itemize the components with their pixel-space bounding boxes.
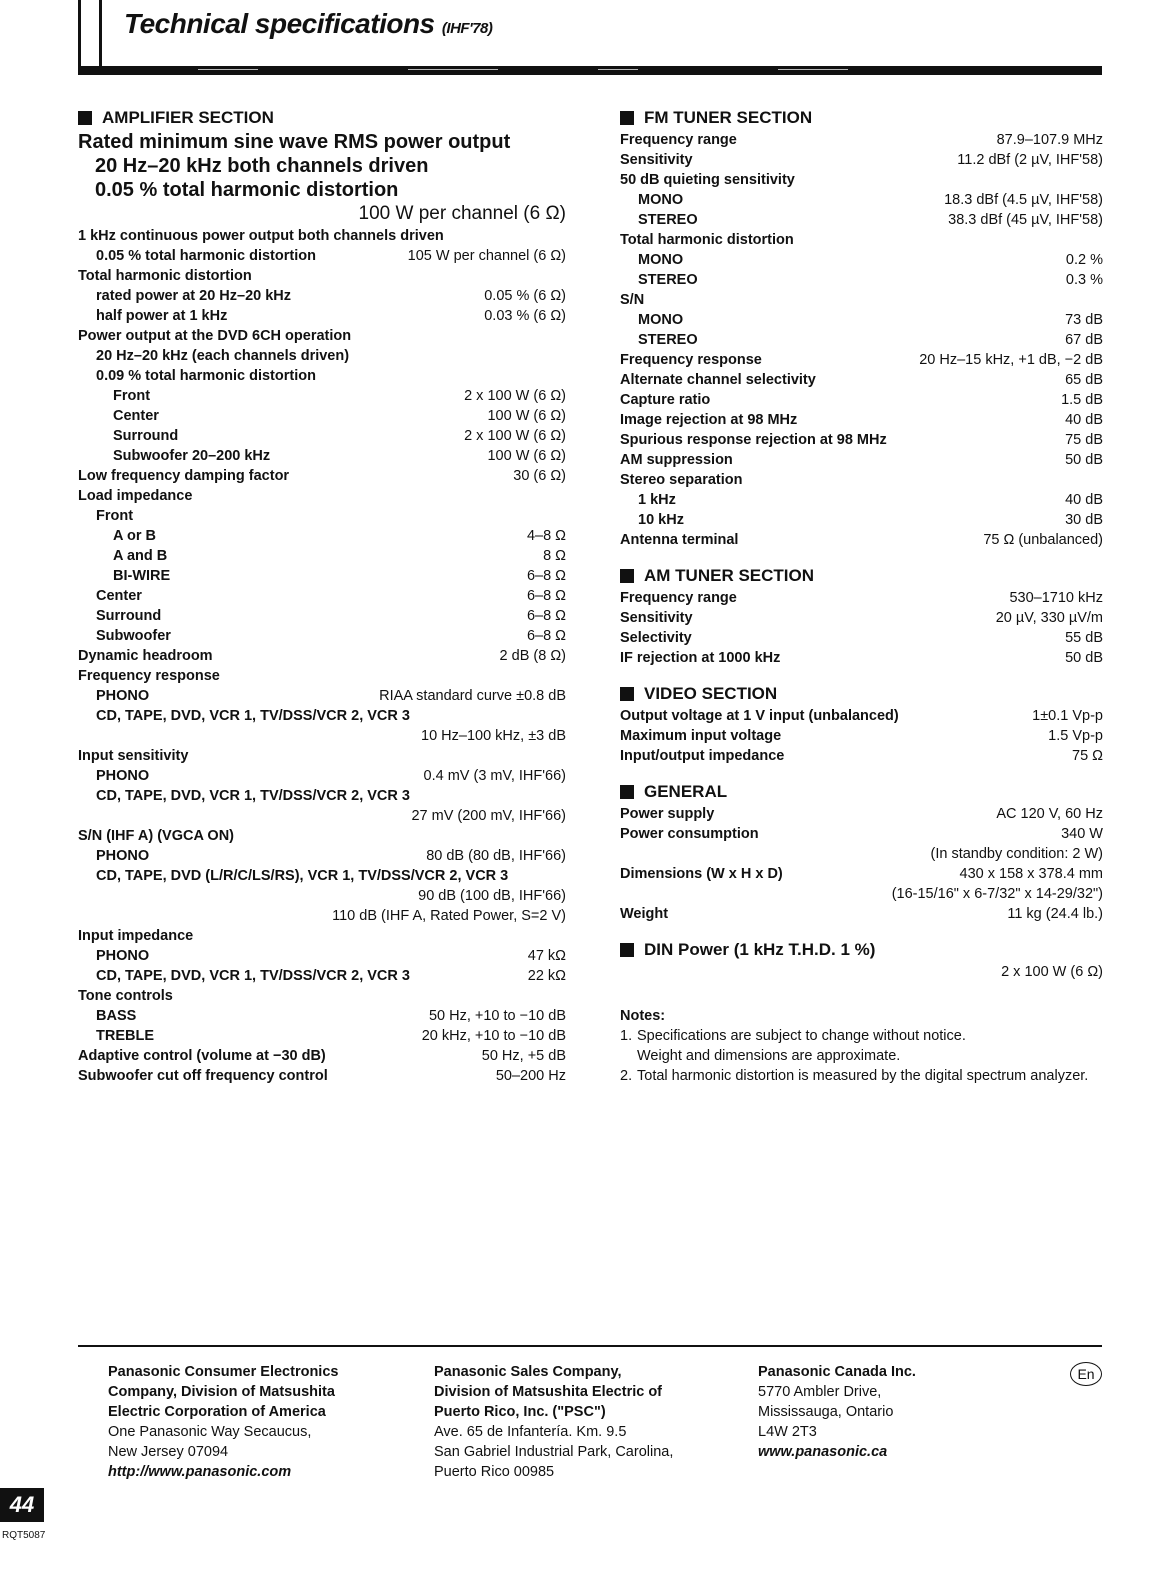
spec-label: Input impedance	[78, 928, 194, 944]
spec-row	[620, 210, 1103, 230]
spec-label: Subwoofer cut off frequency control	[78, 1068, 328, 1084]
spec-label: STEREO	[638, 332, 698, 348]
spec-row	[78, 666, 566, 686]
spec-value: 6–8 Ω	[526, 628, 566, 644]
spec-label: Dynamic headroom	[78, 648, 213, 664]
spec-value: 2 x 100 W (6 Ω)	[464, 388, 566, 404]
spec-value: 0.4 mV (3 mV, IHF'66)	[423, 768, 566, 784]
spec-value: 20 kHz, +10 to −10 dB	[421, 1028, 566, 1044]
spec-row	[620, 270, 1103, 290]
spec-row	[78, 826, 566, 846]
spec-label: CD, TAPE, DVD, VCR 1, TV/DSS/VCR 2, VCR 3	[96, 708, 410, 724]
spec-row	[78, 346, 566, 366]
fm-heading: FM TUNER SECTION	[620, 106, 1103, 130]
spec-value: 430 x 158 x 378.4 mm	[959, 866, 1103, 882]
spec-label: Image rejection at 98 MHz	[620, 412, 798, 428]
spec-label: A and B	[113, 548, 168, 564]
spec-row	[78, 546, 566, 566]
general-heading: GENERAL	[620, 780, 1103, 804]
spec-label: 50 dB quieting sensitivity	[620, 172, 795, 188]
spec-label: S/N (IHF A) (VGCA ON)	[78, 828, 234, 844]
spec-label: Weight	[620, 906, 669, 922]
spec-label: Alternate channel selectivity	[620, 372, 816, 388]
spec-row	[78, 246, 566, 266]
spec-row	[620, 588, 1103, 608]
spec-row	[620, 490, 1103, 510]
header-rule-right	[99, 0, 102, 74]
spec-label: AM suppression	[620, 452, 733, 468]
spec-label: Sensitivity	[620, 152, 693, 168]
spec-value: 100 W (6 Ω)	[487, 408, 566, 424]
square-bullet-icon	[620, 111, 634, 125]
spec-label: Spurious response rejection at 98 MHz	[620, 432, 887, 448]
spec-row	[620, 824, 1103, 844]
spec-label: Antenna terminal	[620, 532, 739, 548]
spec-value-line: 27 mV (200 mV, IHF'66)	[411, 808, 566, 824]
spec-label: Frequency response	[78, 668, 220, 684]
spec-value: 50 dB	[1065, 452, 1103, 468]
spec-row	[620, 130, 1103, 150]
spec-label: CD, TAPE, DVD (L/R/C/LS/RS), VCR 1, TV/DSS/VCR 2, VCR 3	[96, 868, 509, 884]
spec-row	[78, 946, 566, 966]
spec-value: 1±0.1 Vp-p	[1032, 708, 1103, 724]
spec-label: Power supply	[620, 806, 715, 822]
spec-label: S/N	[620, 292, 645, 308]
spec-label: 0.09 % total harmonic distortion	[96, 368, 316, 384]
spec-value: 67 dB	[1065, 332, 1103, 348]
spec-value: 1.5 Vp-p	[1048, 728, 1103, 744]
language-badge: En	[1070, 1362, 1102, 1386]
spec-row	[620, 190, 1103, 210]
square-bullet-icon	[620, 785, 634, 799]
video-spec-list	[620, 706, 1103, 766]
spec-row	[78, 586, 566, 606]
spec-row	[78, 626, 566, 646]
spec-label: Power output at the DVD 6CH operation	[78, 328, 352, 344]
spec-row	[78, 526, 566, 546]
spec-label: CD, TAPE, DVD, VCR 1, TV/DSS/VCR 2, VCR 3	[96, 968, 410, 984]
spec-row	[620, 330, 1103, 350]
spec-label: Low frequency damping factor	[78, 468, 290, 484]
spec-label: 0.05 % total harmonic distortion	[96, 248, 316, 264]
spec-row	[78, 406, 566, 426]
spec-row	[620, 726, 1103, 746]
spec-value: 73 dB	[1065, 312, 1103, 328]
spec-label: 20 Hz–20 kHz (each channels driven)	[96, 348, 350, 364]
spec-value: 100 W (6 Ω)	[487, 448, 566, 464]
spec-value: 47 kΩ	[527, 948, 566, 964]
spec-value: 18.3 dBf (4.5 µV, IHF'58)	[944, 192, 1103, 208]
footer-address-usa: Panasonic Consumer Electronics Company, Division of Matsushita Electric Corporation of America One Panasonic Way Secaucus, New Jersey 07094 http://www.panasonic.com	[108, 1364, 339, 1480]
spec-value: 65 dB	[1065, 372, 1103, 388]
spec-label: BI-WIRE	[113, 568, 171, 584]
spec-value: 75 Ω	[1072, 748, 1103, 764]
spec-label: TREBLE	[96, 1028, 154, 1044]
footer-address-canada: Panasonic Canada Inc. 5770 Ambler Drive, Mississauga, Ontario L4W 2T3 www.panasonic.ca	[758, 1364, 916, 1460]
spec-label: Power consumption	[620, 826, 759, 842]
spec-value-line: (16-15/16" x 6-7/32" x 14-29/32")	[891, 886, 1103, 902]
spec-value: 20 µV, 330 µV/m	[995, 610, 1103, 626]
spec-row	[78, 446, 566, 466]
spec-label: Subwoofer	[96, 628, 171, 644]
spec-value: 75 dB	[1065, 432, 1103, 448]
spec-row	[78, 266, 566, 286]
square-bullet-icon	[620, 687, 634, 701]
spec-label: Subwoofer 20–200 kHz	[113, 448, 271, 464]
notes-title: Notes:	[620, 1008, 666, 1024]
amplifier-spec-list	[78, 226, 566, 1086]
spec-row	[78, 766, 566, 786]
spec-value: RIAA standard curve ±0.8 dB	[379, 688, 566, 704]
am-heading: AM TUNER SECTION	[620, 564, 1103, 588]
spec-row	[620, 804, 1103, 824]
spec-value: 87.9–107.9 MHz	[996, 132, 1103, 148]
spec-row	[78, 966, 566, 986]
spec-label: Center	[113, 408, 159, 424]
spec-value: 75 Ω (unbalanced)	[983, 532, 1103, 548]
amplifier-column	[78, 106, 566, 1086]
am-spec-list	[620, 588, 1103, 668]
spec-value: 530–1710 kHz	[1009, 590, 1103, 606]
general-spec-list	[620, 804, 1103, 924]
spec-row	[620, 628, 1103, 648]
spec-row	[620, 370, 1103, 390]
spec-value: 50–200 Hz	[495, 1068, 566, 1084]
spec-label: Frequency range	[620, 590, 737, 606]
square-bullet-icon	[78, 111, 92, 125]
spec-label: Capture ratio	[620, 392, 711, 408]
title-text: Technical specifications	[124, 8, 435, 39]
spec-value: 11 kg (24.4 lb.)	[1007, 906, 1103, 922]
spec-label: Adaptive control (volume at −30 dB)	[78, 1048, 326, 1064]
spec-label: BASS	[96, 1008, 137, 1024]
spec-label: Selectivity	[620, 630, 692, 646]
spec-label: Maximum input voltage	[620, 728, 782, 744]
website-link[interactable]: http://www.panasonic.com	[108, 1464, 292, 1480]
tuner-column	[620, 106, 1103, 1086]
spec-value: 30 dB	[1065, 512, 1103, 528]
rated-value: 100 W per channel (6 Ω)	[358, 203, 566, 224]
spec-label: Frequency response	[620, 352, 762, 368]
spec-value: 0.2 %	[1065, 252, 1103, 268]
spec-row	[620, 290, 1103, 310]
spec-row	[620, 470, 1103, 490]
spec-label: Front	[113, 388, 151, 404]
spec-label: Frequency range	[620, 132, 737, 148]
spec-label: Stereo separation	[620, 472, 743, 488]
spec-label: Surround	[113, 428, 179, 444]
title-subtitle: (IHF'78)	[441, 20, 493, 37]
spec-row	[78, 486, 566, 506]
spec-row	[620, 706, 1103, 726]
spec-value: 80 dB (80 dB, IHF'66)	[426, 848, 566, 864]
spec-label: MONO	[638, 252, 684, 268]
spec-label: Total harmonic distortion	[78, 268, 252, 284]
spec-label: MONO	[638, 192, 684, 208]
spec-label: 1 kHz	[638, 492, 676, 508]
notes	[620, 1006, 1103, 1086]
spec-row	[620, 510, 1103, 530]
amplifier-heading: AMPLIFIER SECTION	[78, 106, 566, 130]
spec-row	[78, 646, 566, 666]
spec-row	[78, 1066, 566, 1086]
spec-label: Dimensions (W x H x D)	[620, 866, 783, 882]
model-code: RQT5087	[2, 1530, 46, 1541]
spec-value: AC 120 V, 60 Hz	[996, 806, 1103, 822]
spec-value: 30 (6 Ω)	[513, 468, 566, 484]
spec-value: 40 dB	[1065, 492, 1103, 508]
spec-row	[620, 350, 1103, 370]
spec-row	[78, 426, 566, 446]
spec-row	[78, 866, 566, 886]
spec-label: PHONO	[96, 768, 150, 784]
spec-row	[620, 864, 1103, 884]
spec-value: 50 Hz, +10 to −10 dB	[428, 1008, 566, 1024]
footer-address-pr: Panasonic Sales Company, Division of Matsushita Electric of Puerto Rico, Inc. ("PSC") Ave. 65 de Infantería. Km. 9.5 San Gabriel Industrial Park, Carolina, Puerto Rico 00985	[434, 1364, 674, 1480]
spec-value-line: 110 dB (IHF A, Rated Power, S=2 V)	[332, 908, 566, 924]
spec-row	[78, 846, 566, 866]
spec-row	[78, 326, 566, 346]
spec-row	[620, 150, 1103, 170]
header-bar	[78, 66, 1102, 75]
spec-row	[78, 1026, 566, 1046]
spec-row	[78, 366, 566, 386]
spec-label: Sensitivity	[620, 610, 693, 626]
spec-label: STEREO	[638, 272, 698, 288]
spec-label: Input sensitivity	[78, 748, 189, 764]
spec-label: A or B	[113, 528, 156, 544]
spec-row	[78, 986, 566, 1006]
spec-label: PHONO	[96, 688, 150, 704]
spec-row	[78, 606, 566, 626]
spec-row	[78, 566, 566, 586]
spec-value-line: (In standby condition: 2 W)	[930, 846, 1103, 862]
spec-value: 1.5 dB	[1061, 392, 1103, 408]
spec-label: Surround	[96, 608, 162, 624]
spec-label: half power at 1 kHz	[96, 308, 228, 324]
rated-line: 0.05 % total harmonic distortion	[95, 179, 399, 201]
square-bullet-icon	[620, 943, 634, 957]
spec-row	[78, 286, 566, 306]
spec-label: 1 kHz continuous power output both channels driven	[78, 228, 444, 244]
note-item: 1. Specifications are subject to change without notice. Weight and dimensions are approximate.	[620, 1028, 966, 1064]
spec-value: 105 W per channel (6 Ω)	[407, 248, 566, 264]
spec-value-line: 90 dB (100 dB, IHF'66)	[418, 888, 566, 904]
spec-value: 11.2 dBf (2 µV, IHF'58)	[957, 152, 1103, 168]
spec-label: Input/output impedance	[620, 748, 785, 764]
footer-rule	[78, 1345, 1102, 1347]
page-title	[124, 8, 492, 40]
spec-value: 0.03 % (6 Ω)	[484, 308, 566, 324]
spec-label: MONO	[638, 312, 684, 328]
spec-label: Tone controls	[78, 988, 173, 1004]
din-value: 2 x 100 W (6 Ω)	[1001, 964, 1103, 980]
fm-spec-list	[620, 130, 1103, 550]
spec-value: 40 dB	[1065, 412, 1103, 428]
spec-value: 6–8 Ω	[526, 568, 566, 584]
spec-label: Load impedance	[78, 488, 193, 504]
spec-row	[78, 746, 566, 766]
website-link[interactable]: www.panasonic.ca	[758, 1444, 888, 1460]
spec-row	[620, 746, 1103, 766]
spec-row	[620, 230, 1103, 250]
spec-label: Total harmonic distortion	[620, 232, 794, 248]
spec-label: Front	[96, 508, 134, 524]
spec-row	[620, 430, 1103, 450]
spec-row	[620, 608, 1103, 628]
square-bullet-icon	[620, 569, 634, 583]
spec-label: Output voltage at 1 V input (unbalanced)	[620, 708, 899, 724]
spec-label: PHONO	[96, 848, 150, 864]
spec-value: 0.05 % (6 Ω)	[484, 288, 566, 304]
note-item: 2. Total harmonic distortion is measured by the digital spectrum analyzer.	[620, 1068, 1089, 1084]
spec-row	[78, 1046, 566, 1066]
spec-value: 50 dB	[1065, 650, 1103, 666]
spec-label: STEREO	[638, 212, 698, 228]
spec-row	[620, 450, 1103, 470]
spec-label: IF rejection at 1000 kHz	[620, 650, 781, 666]
rated-line: 20 Hz–20 kHz both channels driven	[95, 155, 429, 177]
spec-value: 22 kΩ	[527, 968, 566, 984]
spec-value-line: 10 Hz–100 kHz, ±3 dB	[421, 728, 566, 744]
spec-value: 4–8 Ω	[526, 528, 566, 544]
spec-row	[78, 306, 566, 326]
spec-label: Center	[96, 588, 142, 604]
spec-value: 6–8 Ω	[526, 588, 566, 604]
spec-row	[620, 530, 1103, 550]
rated-line: Rated minimum sine wave RMS power output	[78, 131, 511, 153]
spec-value: 0.3 %	[1065, 272, 1103, 288]
page-number: 44	[0, 1488, 44, 1522]
spec-row	[620, 310, 1103, 330]
spec-row	[78, 706, 566, 726]
spec-row	[620, 170, 1103, 190]
spec-label: PHONO	[96, 948, 150, 964]
header-rule-left	[78, 0, 81, 74]
spec-value: 2 dB (8 Ω)	[499, 648, 566, 664]
spec-value: 55 dB	[1065, 630, 1103, 646]
spec-value: 6–8 Ω	[526, 608, 566, 624]
spec-value: 8 Ω	[543, 548, 566, 564]
spec-row	[78, 686, 566, 706]
spec-row	[78, 506, 566, 526]
spec-row	[620, 904, 1103, 924]
video-heading: VIDEO SECTION	[620, 682, 1103, 706]
spec-row	[78, 926, 566, 946]
spec-value: 50 Hz, +5 dB	[481, 1048, 566, 1064]
spec-row	[620, 250, 1103, 270]
spec-value: 2 x 100 W (6 Ω)	[464, 428, 566, 444]
spec-row	[620, 648, 1103, 668]
din-heading: DIN Power (1 kHz T.H.D. 1 %)	[620, 938, 1103, 962]
spec-row	[78, 786, 566, 806]
spec-row	[78, 226, 566, 246]
spec-value: 340 W	[1061, 826, 1103, 842]
spec-row	[620, 390, 1103, 410]
spec-value: 38.3 dBf (45 µV, IHF'58)	[948, 212, 1103, 228]
spec-row	[78, 466, 566, 486]
spec-label: CD, TAPE, DVD, VCR 1, TV/DSS/VCR 2, VCR 3	[96, 788, 410, 804]
spec-row	[620, 410, 1103, 430]
spec-row	[78, 1006, 566, 1026]
spec-row	[78, 386, 566, 406]
spec-label: 10 kHz	[638, 512, 684, 528]
spec-label: rated power at 20 Hz–20 kHz	[96, 288, 292, 304]
spec-value: 20 Hz–15 kHz, +1 dB, −2 dB	[919, 352, 1103, 368]
